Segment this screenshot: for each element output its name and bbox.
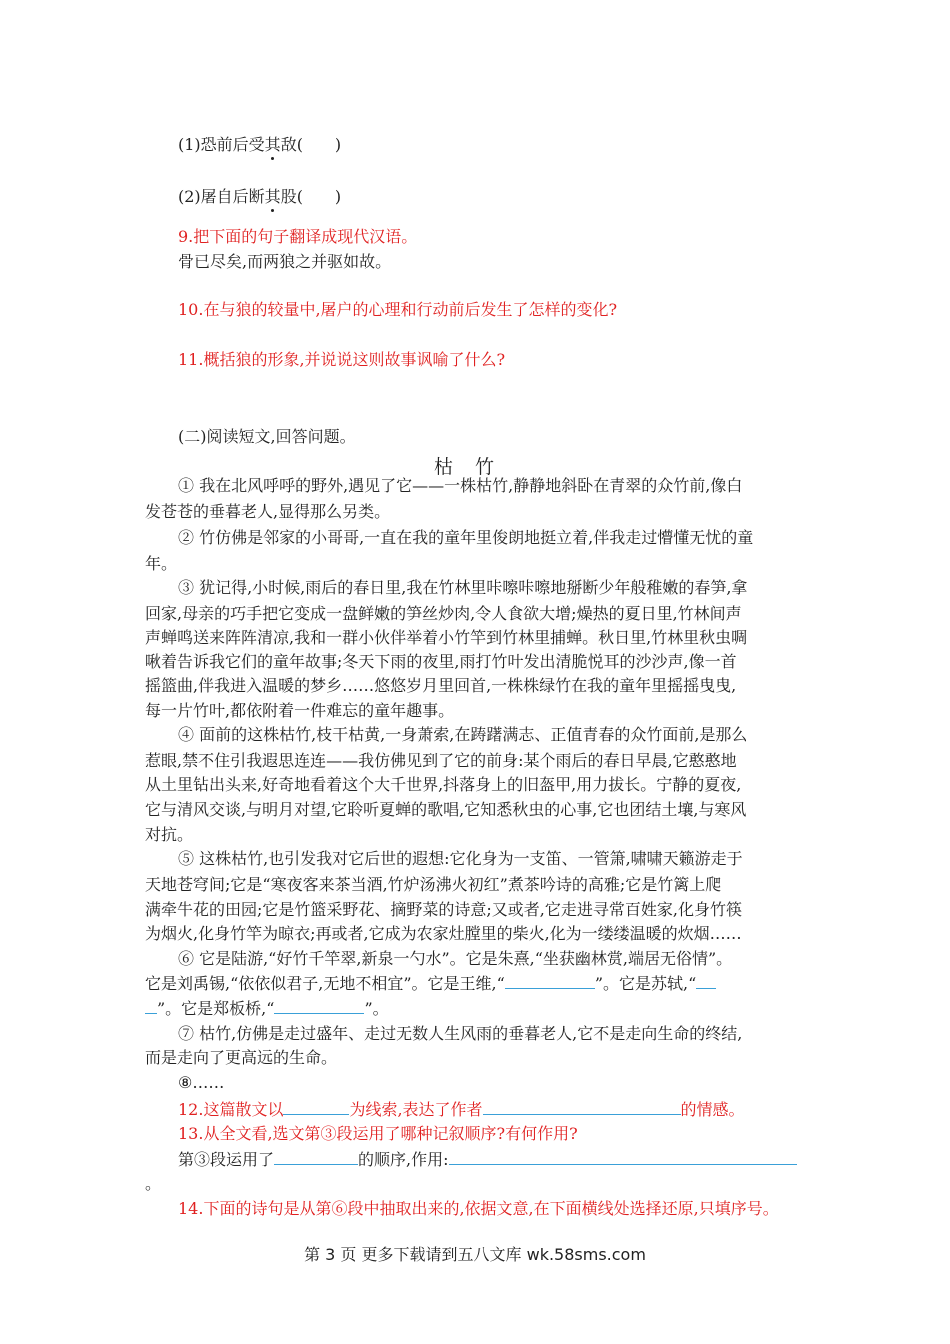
- passage-line: 啾着告诉我它们的童年故事;冬天下雨的夜里,雨打竹叶发出清脆悦耳的沙沙声,像一首: [145, 652, 737, 671]
- passage-line: 它与清风交谈,与明月对望,它聆听夏蝉的歌唱,它知悉秋虫的心事,它也团结土壤,与寒风: [145, 800, 747, 819]
- passage-line: ① 我在北风呼呼的野外,遇见了它——一株枯竹,静静地斜卧在青翠的众竹前,像白: [178, 476, 743, 495]
- q13-text: 第③段运用了: [178, 1150, 275, 1169]
- q13-text: 的顺序,作用:: [358, 1150, 449, 1169]
- passage-line: ⑧……: [178, 1073, 225, 1092]
- q13-effect-blank[interactable]: [449, 1146, 797, 1165]
- passage-line: ④ 面前的这株枯竹,枝干枯黄,一身萧索,在踌躇满志、正值青春的众竹面前,是那么: [178, 725, 748, 744]
- q12-text: 为线索,表达了作者: [349, 1100, 483, 1119]
- q13-order-blank[interactable]: [274, 1146, 358, 1165]
- q12-emotion-blank[interactable]: [483, 1096, 681, 1115]
- question-9-sentence: 骨已尽矣,而两狼之并驱如故。: [178, 252, 392, 271]
- passage-line: 对抗。: [145, 825, 194, 844]
- q12-text: 的情感。: [680, 1100, 745, 1119]
- wangwei-blank[interactable]: [505, 970, 595, 989]
- passage-line: 天地苍穹间;它是“寒夜客来茶当酒,竹炉汤沸火初红”煮茶吟诗的高雅;它是竹篱上爬: [145, 875, 722, 894]
- passage-line: 而是走向了更高远的生命。: [145, 1048, 338, 1067]
- passage-line: 发苍苍的垂暮老人,显得那么另类。: [145, 502, 391, 521]
- q8-1-dotted-char: 其: [264, 135, 281, 154]
- passage-line: 年。: [145, 554, 178, 573]
- section-2-intro: (二)阅读短文,回答问题。: [178, 427, 356, 446]
- passage-line: 每一片竹叶,都依附着一件难忘的童年趣事。: [145, 701, 455, 720]
- q8-2-text-a: (2)屠自后断: [178, 187, 265, 206]
- q8-2-dotted-char: 其: [264, 187, 281, 206]
- passage-line: 满牵牛花的田园;它是竹篮采野花、摘野菜的诗意;又或者,它走进寻常百姓家,化身竹筷: [145, 900, 742, 919]
- q8-1-text-a: (1)恐前后受: [178, 135, 265, 154]
- passage-line-with-blanks: [145, 970, 716, 997]
- sushi-blank-end[interactable]: [145, 995, 157, 1014]
- question-13-answer: [178, 1146, 797, 1173]
- question-10-label: 10.在与狼的较量中,屠户的心理和行动前后发生了怎样的变化?: [178, 300, 618, 319]
- passage-line: ② 竹仿佛是邻家的小哥哥,一直在我的童年里俊朗地挺立着,伴我走过懵懂无忧的童: [178, 528, 754, 547]
- passage-line: 回家,母亲的巧手把它变成一盘鲜嫩的笋丝炒肉,令人食欲大增;燥热的夏日里,竹林间声: [145, 604, 742, 623]
- passage-title: 枯竹: [433, 456, 516, 478]
- passage-text: ”。它是苏轼,“: [594, 974, 697, 993]
- passage-text: ”。它是郑板桥,“: [157, 999, 275, 1018]
- sushi-blank-start[interactable]: [696, 970, 716, 989]
- question-13-end: 。: [145, 1174, 162, 1193]
- passage-line: 惹眼,禁不住引我遐思连连——我仿佛见到了它的前身:某个雨后的春日早晨,它憨憨地: [145, 751, 737, 770]
- passage-line: ⑤ 这株枯竹,也引发我对它后世的遐想:它化身为一支笛、一管箫,啸啸天籁游走于: [178, 849, 743, 868]
- zhengbanqiao-blank[interactable]: [274, 995, 364, 1014]
- q8-1-text-b: 敌( ): [280, 135, 342, 154]
- question-14-label: 14.下面的诗句是从第⑥段中抽取出来的,依据文意,在下面横线处选择还原,只填序号。: [178, 1199, 779, 1218]
- passage-line: ③ 犹记得,小时候,雨后的春日里,我在竹林里咔嚓咔嚓地掰断少年般稚嫩的春笋,拿: [178, 578, 748, 597]
- question-12: [178, 1096, 745, 1123]
- passage-line: 摇篮曲,伴我进入温暖的梦乡……悠悠岁月里回首,一株株绿竹在我的童年里摇摇曳曳,: [145, 676, 737, 695]
- page-footer: 第 3 页 更多下载请到五八文库 wk.58sms.com: [304, 1245, 646, 1264]
- passage-line: 从土里钻出头来,好奇地看着这个大千世界,抖落身上的旧盔甲,用力拔长。宁静的夏夜,: [145, 775, 742, 794]
- q12-text: 12.这篇散文以: [178, 1100, 284, 1119]
- q8-2-text-b: 股( ): [280, 187, 342, 206]
- passage-line: ⑦ 枯竹,仿佛是走过盛年、走过无数人生风雨的垂暮老人,它不是走向生命的终结,: [178, 1024, 743, 1043]
- q12-clue-blank[interactable]: [283, 1096, 349, 1115]
- passage-text: ”。: [364, 999, 389, 1018]
- question-8-1: [178, 132, 341, 158]
- question-9-label: 9.把下面的句子翻译成现代汉语。: [178, 227, 418, 246]
- passage-line: 为烟火,化身竹竿为晾衣;再或者,它成为农家灶膛里的柴火,化为一缕缕温暖的炊烟……: [145, 924, 742, 943]
- question-11-label: 11.概括狼的形象,并说说这则故事讽喻了什么?: [178, 350, 506, 369]
- passage-line: ⑥ 它是陆游,“好竹千竿翠,新泉一勺水”。它是朱熹,“坐获幽林赏,端居无俗情”。: [178, 949, 733, 968]
- question-13-label: 13.从全文看,选文第③段运用了哪种记叙顺序?有何作用?: [178, 1124, 578, 1143]
- passage-text: 它是刘禹锡,“依依似君子,无地不相宜”。它是王维,“: [145, 974, 505, 993]
- question-8-2: [178, 184, 341, 210]
- passage-line-with-blanks: [145, 995, 389, 1022]
- passage-line: 声蝉鸣送来阵阵清凉,我和一群小伙伴举着小竹竿到竹林里捕蝉。秋日里,竹林里秋虫啁: [145, 628, 748, 647]
